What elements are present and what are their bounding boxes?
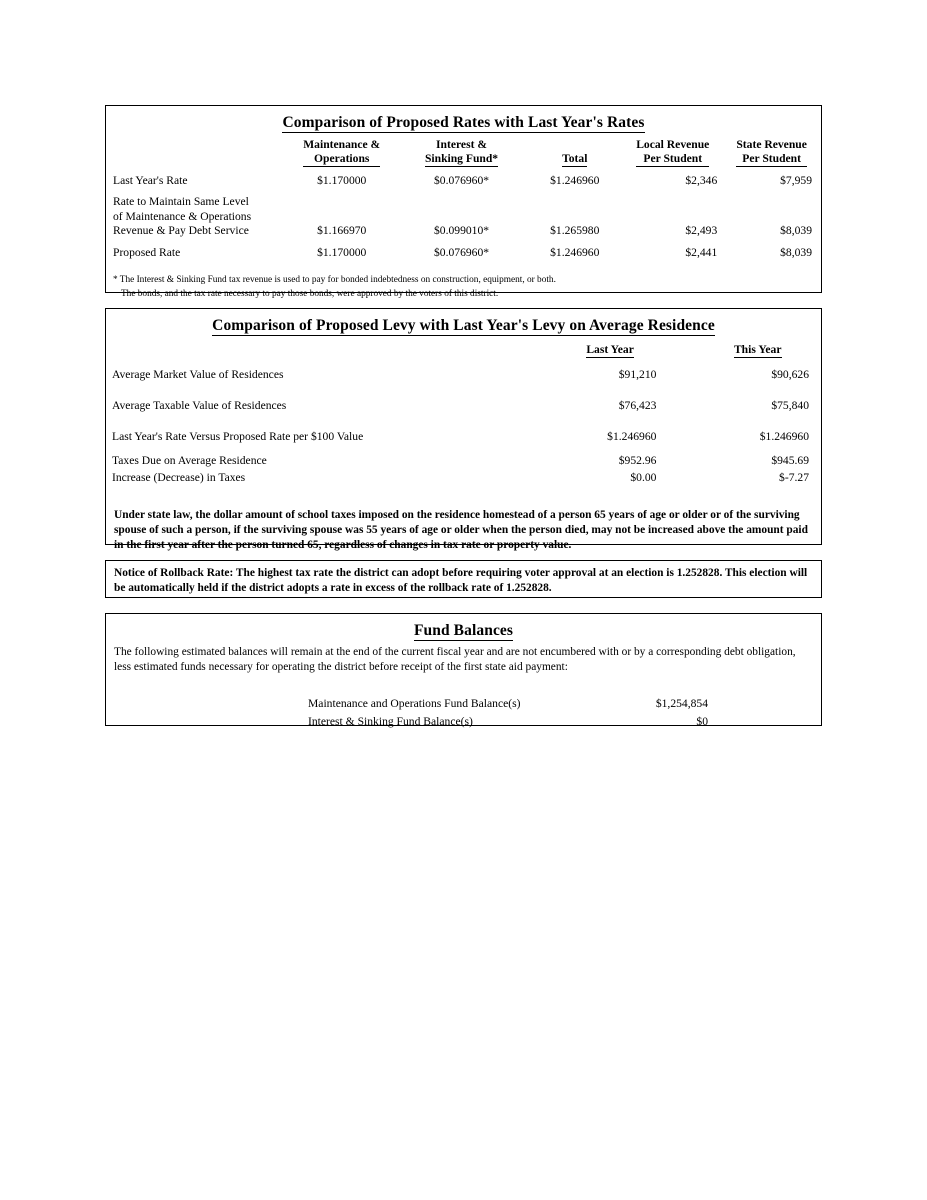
rates-row-1-total: $1.265980	[550, 224, 600, 238]
rates-header-interest	[402, 138, 521, 167]
rates-footnote-line2: The bonds, and the tax rate necessary to pay those bonds, were approved by the voters of this district.	[121, 288, 499, 299]
table-row	[106, 358, 821, 390]
rates-header-row	[106, 138, 821, 167]
levy-row-0-label: Average Market Value of Residences	[112, 367, 284, 381]
levy-table-body	[106, 358, 821, 486]
levy-row-2-last-year: $1.246960	[607, 430, 657, 444]
table-row	[106, 421, 821, 452]
levy-row-4-label: Increase (Decrease) in Taxes	[112, 471, 246, 485]
levy-section-title-text: Comparison of Proposed Levy with Last Year's Levy on Average Residence	[212, 317, 715, 334]
levy-row-2-this-year: $1.246960	[759, 430, 809, 444]
fund-section-title	[106, 622, 821, 640]
rates-header-maintenance-line2: Operations	[314, 151, 370, 165]
rates-row-1-label-line3: Revenue & Pay Debt Service	[113, 224, 249, 238]
table-row	[106, 469, 821, 486]
levy-row-1-label: Average Taxable Value of Residences	[112, 399, 287, 413]
rates-row-0-maintenance: $1.170000	[317, 173, 367, 187]
rates-header-interest-text	[425, 138, 498, 167]
rates-header-maintenance	[282, 138, 402, 167]
rates-section-title-text: Comparison of Proposed Rates with Last Year's Rates	[282, 114, 645, 131]
table-row	[308, 695, 708, 713]
table-row	[106, 167, 821, 188]
levy-row-3-last-year: $952.96	[618, 454, 657, 468]
rates-row-1-label-line1: Rate to Maintain Same Level	[113, 195, 249, 209]
levy-row-3-this-year: $945.69	[771, 454, 809, 468]
rates-row-0-total: $1.246960	[550, 173, 600, 187]
rates-header-state-revenue	[731, 138, 821, 167]
levy-row-0-last-year: $91,210	[618, 367, 657, 381]
rates-row-1-state-revenue: $8,039	[780, 224, 812, 238]
rates-row-1-label-line2: of Maintenance & Operations	[113, 209, 252, 223]
levy-header-last-year	[526, 343, 695, 358]
rates-header-local-revenue-text	[636, 138, 709, 167]
rates-header-total-text	[562, 152, 587, 167]
rates-table-head	[106, 138, 821, 167]
fund-balances-box	[105, 613, 822, 726]
rates-header-state-line2: Per Student	[742, 151, 801, 165]
levy-section-title	[106, 317, 821, 335]
levy-row-1-this-year: $75,840	[771, 399, 809, 413]
rates-row-0-local-revenue: $2,346	[685, 173, 718, 187]
levy-row-4-this-year: $-7.27	[779, 471, 809, 485]
rates-header-maintenance-line1: Maintenance &	[303, 138, 381, 151]
rates-row-0-label: Last Year's Rate	[113, 173, 188, 187]
rates-comparison-box	[105, 105, 822, 299]
levy-row-4-last-year: $0.00	[630, 471, 657, 485]
rates-table-body	[106, 167, 821, 260]
rates-row-2-local-revenue: $2,441	[685, 245, 718, 259]
levy-statute-notice: Under state law, the dollar amount of school taxes imposed on the residence homestead of a person 65 years of age or older or of the surviving spouse of such a person, if the surviving spouse was 55 years of age or older when the person died, may not be increased above the amount paid in the first year after the person turned 65, regardless of changes in tax rate or property value.	[114, 509, 808, 552]
levy-row-2-label: Last Year's Rate Versus Proposed Rate per $100 Value	[112, 430, 364, 444]
rates-header-label	[106, 138, 282, 167]
rates-header-total-line: Total	[562, 151, 588, 165]
rates-header-maintenance-text	[303, 138, 380, 167]
rollback-notice-text: Notice of Rollback Rate: The highest tax rate the district can adopt before requiring voter approval at an election is 1.252828. This election will be automatically held if the district adopts a rate in excess of the rollback rate of 1.252828.	[114, 567, 808, 595]
fund-row-0-label: Maintenance and Operations Fund Balance(s)	[308, 697, 521, 711]
rates-row-2-interest: $0.076960*	[433, 245, 490, 259]
rates-section-title	[106, 114, 821, 132]
fund-row-1-value: $0	[696, 714, 708, 728]
levy-row-3-label: Taxes Due on Average Residence	[112, 454, 267, 468]
levy-row-1-last-year: $76,423	[618, 399, 657, 413]
fund-section-title-text: Fund Balances	[413, 622, 514, 639]
rates-header-local-line2: Per Student	[643, 151, 703, 165]
rates-row-0-state-revenue: $7,959	[780, 173, 812, 187]
fund-balances-table	[308, 695, 708, 730]
rates-row-1-label	[106, 188, 282, 238]
rates-row-2-maintenance: $1.170000	[317, 245, 367, 259]
fund-row-0-value: $1,254,854	[655, 697, 708, 711]
levy-table-head	[106, 343, 821, 358]
levy-header-this-year-text: This Year	[734, 343, 782, 358]
levy-header-label	[106, 343, 526, 358]
fund-balances-table-body	[308, 695, 708, 730]
rates-row-2-state-revenue: $8,039	[780, 245, 812, 259]
rates-table	[106, 138, 821, 260]
rates-row-2-total: $1.246960	[550, 245, 600, 259]
levy-row-0-this-year: $90,626	[771, 367, 809, 381]
levy-header-row	[106, 343, 821, 358]
table-row	[106, 188, 821, 238]
levy-header-this-year	[694, 343, 821, 358]
rates-footnote-line1: * The Interest & Sinking Fund tax revenue is used to pay for bonded indebtedness on construction, equipment, or both.	[113, 275, 556, 286]
rates-header-state-line1: State Revenue	[736, 138, 807, 151]
table-row	[106, 452, 821, 469]
rates-header-state-revenue-text	[736, 138, 807, 167]
rates-row-0-interest: $0.076960*	[433, 173, 490, 187]
rates-header-total	[521, 138, 628, 167]
table-row	[106, 390, 821, 421]
rates-row-2-label: Proposed Rate	[113, 245, 181, 259]
rates-header-interest-line1: Interest &	[436, 138, 488, 151]
fund-row-1-label: Interest & Sinking Fund Balance(s)	[308, 714, 473, 728]
rates-header-interest-line2: Sinking Fund*	[424, 151, 499, 165]
rollback-notice-box	[105, 560, 822, 598]
rates-footnote	[106, 274, 821, 301]
levy-table	[106, 343, 821, 486]
table-row	[106, 239, 821, 260]
rates-header-local-revenue	[628, 138, 731, 167]
table-row	[308, 713, 708, 731]
levy-header-last-year-text: Last Year	[586, 343, 634, 358]
levy-comparison-box	[105, 308, 822, 552]
rates-row-1-local-revenue: $2,493	[685, 224, 718, 238]
rates-row-1-interest: $0.099010*	[433, 224, 490, 238]
rates-row-1-maintenance: $1.166970	[317, 224, 367, 238]
rates-header-local-line1: Local Revenue	[636, 138, 710, 151]
fund-section-intro: The following estimated balances will remain at the end of the current fiscal year and are not encumbered with or by a corresponding debt obligation, less estimated funds necessary for operating the district before receipt of the first state aid payment:	[114, 646, 796, 674]
